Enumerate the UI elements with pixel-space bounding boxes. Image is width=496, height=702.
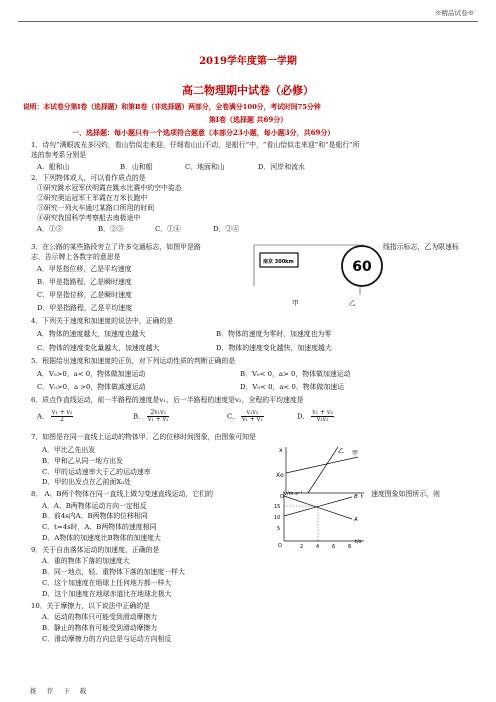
question-3-cont: 志，告示牌上各数字的意思是 — [31, 253, 121, 261]
q8-vt-graph — [262, 487, 370, 551]
q6-option-d-label: D． — [297, 412, 310, 421]
q2-item-3: ③研究一列火车通过某路口所用的时间 — [37, 204, 155, 212]
q8-option-a: A．A、B两物体运动方向一定相反 — [42, 502, 147, 510]
q2-item-1: ①研究跳水冠军伏明霞在跳水比赛中的空中姿态 — [37, 184, 182, 192]
q6-c-numerator: v₁v₂ — [241, 410, 263, 417]
q4-option-c: C．物体的速度变化量越大，加速度越大 — [37, 344, 160, 352]
q2-option-c: C．①④ — [155, 225, 181, 233]
q4-option-d: D．物体的速度变化越快，加速度越大 — [216, 344, 332, 352]
question-3: 3．在公路的某些路段旁立了许多交通标志，如图甲是路 — [31, 243, 201, 251]
q2-option-d: D．②④ — [213, 225, 240, 233]
q7-option-a: A．甲比乙先出发 — [42, 446, 96, 454]
sign-label-yi: 乙 — [349, 299, 356, 307]
q3-option-d: D．甲是指路程，乙是平均速度 — [37, 304, 133, 312]
q6-option-a-label: A． — [37, 412, 49, 421]
q4-option-a: A．物体的速度越大，加速度也越大 — [37, 330, 146, 338]
q8-option-c: C．t=4s时，A、B两物体的速度相同 — [42, 523, 157, 531]
question-8-right: 速度图象如图所示，则 — [371, 490, 440, 498]
distance-sign-text: 南京 300km — [263, 259, 294, 265]
q8-ytick-15: 15 — [274, 504, 281, 510]
q6-option-a — [37, 410, 75, 423]
q5-option-a: A．V₀>0，a< 0，物体做加速运动 — [37, 370, 146, 378]
q7-option-d: D．甲的出发点在乙前面X₀处 — [42, 478, 131, 486]
q10-option-c: C．滑动摩擦力的方向总是与运动方向相反 — [42, 635, 172, 643]
q1-option-a: A．船和山 — [37, 163, 70, 171]
q8-label-b: B — [354, 494, 358, 500]
q1-option-b: B．山和船 — [120, 163, 153, 171]
q2-item-2: ②研究奥运冠军王军霞在万米长跑中 — [37, 194, 148, 202]
q2-option-b: B．②③ — [98, 225, 124, 233]
q6-a-denominator: 2 — [60, 416, 64, 423]
question-6: 6．质点作直线运动，前一半路程的速度是v₁，后一半路程的速度是v₂，全程的平均速度是 — [31, 396, 304, 404]
question-5: 5．根据给出速度和加速度的正负，对下列运动性质的判断正确的是 — [31, 357, 236, 365]
q6-d-numerator: v₁ + v₂ — [312, 409, 333, 416]
q6-option-b-label: B． — [133, 412, 145, 421]
q3-option-a: A．甲是指位移，乙是平均速度 — [37, 265, 132, 273]
question-3-right: 线指示标志，乙为限速标 — [383, 243, 459, 251]
question-4: 4．下列关于速度和加速度的说法中，正确的是 — [31, 317, 174, 325]
header-divider — [18, 21, 478, 22]
question-7: 7．如图是在同一直线上运动的物体甲、乙的位移时间图象，由图象可知是 — [31, 433, 256, 441]
q8-ytick-5: 5 — [277, 526, 281, 532]
q6-d-denominator: v₁v₂ — [316, 416, 329, 423]
q9-option-b: B．同一地点，轻、重物体下落的加速度一样大 — [42, 568, 185, 576]
traffic-signs-figure — [252, 243, 388, 308]
page-footer: 推 荐 下 载 — [30, 687, 91, 695]
q5-option-d: D．V₀< 0，a< 0，物体做加速运 — [240, 383, 345, 391]
q9-option-d: D．这个加速度在地球赤道比在地球北极大 — [42, 590, 172, 598]
section-title: 第Ⅰ卷（选择题 共69分） — [208, 115, 288, 124]
header-tag: ※精品试卷※ — [435, 9, 474, 17]
q3-option-c: C．甲是指位移，乙是瞬时速度 — [37, 291, 132, 299]
q1-option-d: D．河岸和流水 — [258, 163, 305, 171]
q8-y-label: v/m·s⁻¹ — [284, 491, 303, 497]
q5-option-c: C．V₀>0，a >0，物体做减速运动 — [37, 383, 146, 391]
q7-line-jia — [286, 457, 358, 473]
question-8: 8． A、B两个物体在同一直线上做匀变速直线运动，它们的 — [31, 490, 213, 498]
question-2: 2．下列物体或人，可以看作质点的是 — [31, 174, 146, 182]
q10-option-b: B．静止的物体有可能受到滑动摩擦力 — [42, 624, 158, 632]
q7-x0-label: Xo — [276, 472, 284, 479]
q6-a-numerator: v₁ + v₂ — [51, 409, 73, 416]
q7-label-yi: 乙 — [338, 448, 345, 455]
q7-origin-label: O — [280, 494, 284, 500]
q8-option-b: B．前4s内A、B两物体的位移相同 — [42, 512, 148, 520]
speed-limit-value: 60 — [352, 259, 372, 275]
q6-option-c — [227, 410, 266, 423]
q6-b-denominator: v₁ + v₂ — [147, 416, 169, 423]
q5-option-b: B．V₀< 0，a> 0，物体做加速运动 — [240, 370, 351, 378]
q10-option-a: A．运动的物体只可能受到滑动摩擦力 — [42, 613, 158, 621]
question-1: 1．诗句“满眼波光多闪灼，看山恰似走来迎，仔细看山山不动，是船行”中，“看山恰似走来迎”和“是船行”所 — [31, 141, 360, 149]
q8-option-d: D．A物体的加速度比B物体的加速度大 — [42, 534, 161, 542]
question-10: 10．关于摩擦力，以下说法中正确的是 — [31, 602, 151, 610]
q7-x-label: x — [279, 447, 283, 454]
exam-title: 高二物理期中试卷（必修） — [182, 84, 314, 97]
q4-option-b: B．物体的速度为零时，加速度也为零 — [216, 330, 332, 338]
q2-option-a: A．①③ — [37, 225, 63, 233]
q2-item-4: ④研究我国科学考察船去南极途中 — [37, 214, 141, 222]
q8-origin-label: O — [278, 543, 282, 549]
q9-option-c: C．这个加速度在地球上任何地方都一样大 — [42, 579, 172, 587]
q8-xtick-4: 4 — [316, 544, 320, 550]
q3-option-b: B．甲是指路程，乙是瞬时速度 — [37, 278, 132, 286]
q9-option-a: A．重的物体下落的加速度大 — [42, 557, 130, 565]
q7-option-b: B．甲和乙从同一地方出发 — [42, 457, 123, 465]
q8-ytick-10: 10 — [274, 515, 281, 521]
q8-xtick-8: 8 — [348, 544, 352, 550]
q8-xtick-6: 6 — [332, 544, 336, 550]
question-9: 9．关于自由落体运动的加速度，正确的是 — [31, 546, 160, 554]
exam-year-title: 2019学年度第一学期 — [199, 56, 297, 67]
q6-c-denominator: v₁ + v₂ — [242, 416, 263, 423]
q6-option-d — [297, 410, 336, 423]
question-1-cont: 选的参考系分别是 — [31, 151, 87, 159]
section-instructions: 一、选择题：每小题只有一个选项符合题意（本部分23小题，每小题3分，共69分） — [72, 128, 335, 137]
q7-option-c: C．甲的运动速率大于乙的运动速率 — [42, 468, 151, 476]
q8-label-a: A — [354, 517, 358, 523]
q1-option-c: C．地面和山 — [185, 163, 225, 171]
sign-label-jia: 甲 — [292, 299, 299, 307]
exam-instructions: 说明：本试卷分第Ⅰ卷（选择题）和第Ⅱ卷（非选择题）两部分，全卷满分100分，考试时间75分钟 — [23, 103, 321, 111]
q7-label-jia: 甲 — [352, 450, 359, 457]
q6-option-b — [133, 410, 171, 423]
q8-xtick-2: 2 — [300, 544, 304, 550]
q7-t-label: t — [361, 494, 364, 500]
q6-option-c-label: C． — [227, 412, 240, 421]
q6-b-numerator: 2v₁v₂ — [147, 410, 169, 417]
q8-x-label: t/s — [355, 539, 362, 545]
